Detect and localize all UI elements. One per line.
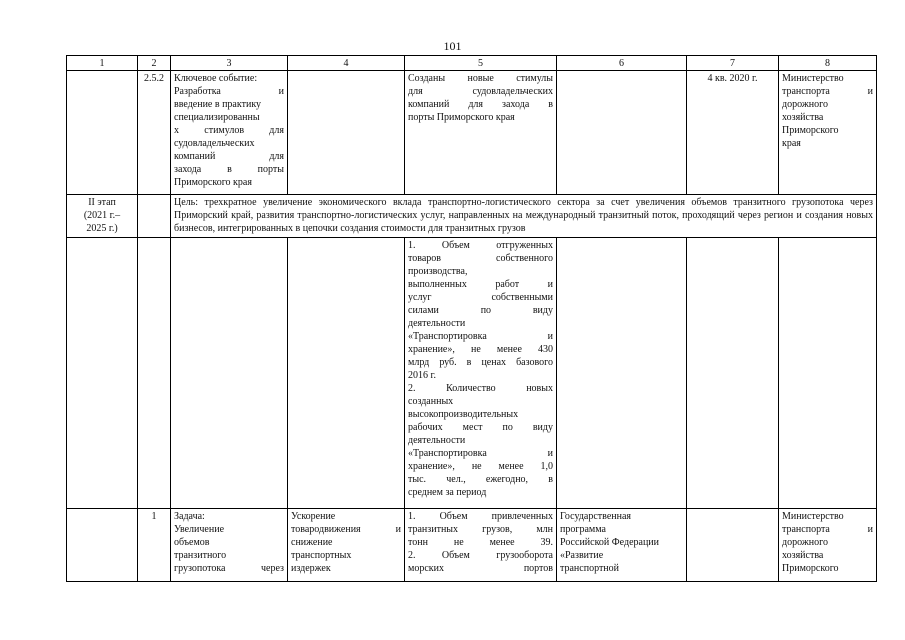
stage-label: II этап (2021 г.– 2025 г.) (67, 195, 138, 238)
stage-goal: Цель: трехкратное увеличение экономического вклада транспортно-логистического сектора за счет увеличения объемов транзитного грузопотока через Приморский край, развития транспортно-логистических услуг, направленных на международный транзитный поток, проходящий через регион и создания новых бизнесов, интегрированных в цепочки создания стоимости для транзитных грузов (171, 195, 877, 238)
deadline-cell: 4 кв. 2020 г. (687, 71, 779, 195)
table-row (67, 238, 877, 509)
task-cell: Задача: Увеличение объемов транзитного грузопотока через (171, 509, 288, 582)
result-cell: Созданы новые стимулы для судовладельческих компаний для захода в порты Приморского края (405, 71, 557, 195)
program-cell: Государственная программа Российской Федерации «Развитие транспортной (557, 509, 687, 582)
plan-table (66, 55, 877, 582)
header-cell: 8 (779, 56, 877, 71)
header-cell: 4 (288, 56, 405, 71)
page-number: 101 (443, 39, 462, 53)
header-cell: 7 (687, 56, 779, 71)
header-row (67, 56, 877, 71)
key-event-cell: Ключевое событие: Разработка и введение в практику специализированны х стимулов для судовладельческих компаний для захода в порты Приморского края (171, 71, 288, 195)
header-cell: 1 (67, 56, 138, 71)
header-cell: 2 (138, 56, 171, 71)
table-row (67, 509, 877, 582)
task-indicators-cell: 1. Объем привлеченных транзитных грузов, млн тонн не менее 39. 2. Объем грузооборота морских портов (405, 509, 557, 582)
table-row (67, 71, 877, 195)
item-number: 1 (138, 509, 171, 582)
item-code: 2.5.2 (138, 71, 171, 195)
stage-row (67, 195, 877, 238)
header-cell: 6 (557, 56, 687, 71)
header-cell: 5 (405, 56, 557, 71)
header-cell: 3 (171, 56, 288, 71)
responsible-cell: Министерство транспорта и дорожного хозяйства Приморского края (779, 71, 877, 195)
indicators-cell: 1. Объем отгруженных товаров собственного производства, выполненных работ и услуг собственными силами по виду деятельности «Транспортировка и хранение», не менее 430 млрд руб. в ценах базового 2016 г. 2. Количество новых созданных высокопроизводительных рабочих мест по виду деятельности «Транспортировка и хранение», не менее 1,0 тыс. чел., ежегодно, в среднем за период (405, 238, 557, 509)
measures-cell: Ускорение товародвижения и снижение транспортных издержек (288, 509, 405, 582)
task-responsible-cell: Министерство транспорта и дорожного хозяйства Приморского (779, 509, 877, 582)
